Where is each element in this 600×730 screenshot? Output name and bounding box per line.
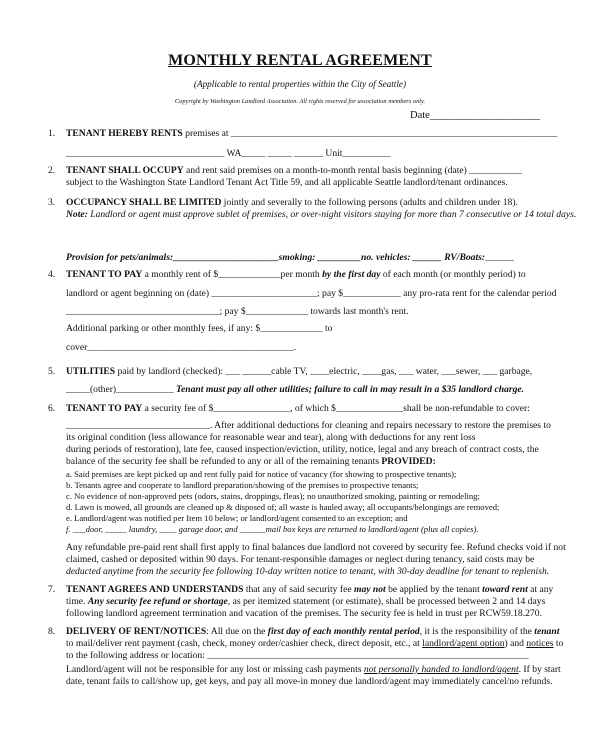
- section-4-line-1: TENANT TO PAY a monthly rent of $_____________per month by the first day of each month (or monthly period) to: [66, 269, 526, 280]
- section-8-line-4: Landlord/agent will not be responsible for any lost or missing cash payments not personally handed to landlord/agent. If by start: [66, 664, 561, 675]
- utility-checkboxes[interactable]: paid by landlord (checked): ___ ______cable TV, ____electric, ____gas, ___ water, ___sewer, ___ garbage,: [115, 366, 533, 377]
- refund-paragraph-line-1: Any refundable pre-paid rent shall first apply to final balances due landlord not covered by security fee. Refund checks void if not: [66, 542, 566, 553]
- section-number: 4.: [48, 269, 56, 280]
- section-8-line-2: to mail/deliver rent payment (cash, check, money order/cashier check, direct deposit, etc., at landlord/agent option) and notices to: [66, 638, 564, 649]
- section-number: 2.: [48, 165, 56, 176]
- section-heading: TENANT SHALL OCCUPY: [66, 165, 184, 176]
- other-utility-field[interactable]: _____(other)____________: [66, 384, 174, 395]
- section-7-line-1: TENANT AGREES AND UNDERSTANDS that any of said security fee may not be applied by the tenant toward rent at any: [66, 584, 554, 595]
- section-2-line-2: subject to the Washington State Landlord Tenant Act Title 59, and all applicable Seattle landlord/tenant ordinances.: [66, 177, 508, 188]
- section-number: 8.: [48, 626, 56, 637]
- section-heading: TENANT TO PAY: [66, 269, 143, 280]
- section-number: 1.: [48, 128, 56, 139]
- section-6-line-1: [66, 403, 530, 415]
- section-5-line-2: _____(other)____________ Tenant must pay all other utilities; failure to call in may result in a $35 landlord charge.: [66, 384, 525, 395]
- section-heading: TENANT AGREES AND UNDERSTANDS: [66, 584, 244, 595]
- section-number: 3.: [48, 197, 56, 208]
- delivery-address-field[interactable]: to the following address or location: ___________________________________________________________________: [66, 650, 529, 661]
- section-6-line-2[interactable]: ______________________________. After additional deductions for cleaning and repairs necessary to restore the premises to: [66, 420, 551, 431]
- provision-item: c. No evidence of non-approved pets (odors, stains, droppings, fleas); no unauthorized smoking, painting or remodeling;: [66, 491, 480, 501]
- section-6-line-3: its original condition (less allowance for reasonable wear and tear), along with deductions for any rent loss: [66, 432, 476, 443]
- section-number: 7.: [48, 584, 56, 595]
- section-5-line-1: [66, 366, 532, 378]
- additional-fees-field[interactable]: Additional parking or other monthly fees, if any: $_____________ to: [66, 323, 333, 334]
- fees-cover-field[interactable]: cover___________________________________________.: [66, 342, 296, 353]
- provision-item-keys[interactable]: f. ___door, _____ laundry, ____ garage door, and ______mail box keys are returned to landlord/agent (plus all copies).: [66, 524, 479, 534]
- section-7-line-3: following landlord agreement termination and vacation of the premises. The security fee is held in trust per RCW59.18.270.: [66, 608, 542, 619]
- subtitle: (Applicable to rental properties within the City of Seattle): [193, 79, 407, 89]
- monthly-rent-field[interactable]: a monthly rent of $_____________per month: [142, 269, 323, 280]
- page-title: MONTHLY RENTAL AGREEMENT: [168, 52, 432, 69]
- date-field[interactable]: Date_____________________: [410, 110, 541, 121]
- section-1-line-1: [66, 128, 557, 140]
- provision-item: a. Said premises are kept picked up and rent fully paid for notice of vacancy (for showing to prospective tenants);: [66, 469, 457, 479]
- section-heading: TENANT HEREBY RENTS: [66, 128, 183, 139]
- provision-item: e. Landlord/agent was notified per Item 10 below; or landlord/agent consented to an exception; and: [66, 513, 408, 523]
- section-3-line-1: OCCUPANCY SHALL BE LIMITED jointly and severally to the following persons (adults and children under 18).: [66, 197, 518, 208]
- security-fee-field[interactable]: a security fee of $________________, of which $______________shall be non-refundable to cover:: [142, 403, 530, 414]
- section-4-line-2[interactable]: landlord or agent beginning on (date) ______________________; pay $____________ any pro-rata rent for the calendar period: [66, 288, 557, 299]
- section-number: 5.: [48, 366, 56, 377]
- section-heading: DELIVERY OF RENT/NOTICES: [66, 626, 207, 637]
- section-heading: OCCUPANCY SHALL BE LIMITED: [66, 197, 222, 208]
- section-8-line-5: date, tenant fails to call/show up, get keys, and pay all move-in money due landlord/agent may immediately cancel/no refunds.: [66, 676, 553, 687]
- pets-line[interactable]: Provision for pets/animals:______________________smoking: _________no. vehicles: ______ RV/Boats:______: [66, 252, 514, 263]
- provision-item: d. Lawn is mowed, all grounds are cleaned up & disposed of; all waste is hauled away; all occupants/belongings are removed;: [66, 502, 500, 512]
- start-date-field[interactable]: and rent said premises on a month-to-month rental basis beginning (date) ___________: [183, 165, 523, 176]
- section-1-line-2[interactable]: _________________________________ WA_____ _____ ______ Unit__________: [66, 148, 391, 159]
- section-number: 6.: [48, 403, 56, 414]
- section-2-line-1: [66, 165, 522, 177]
- section-8-line-1: DELIVERY OF RENT/NOTICES: All due on the first day of each monthly rental period, it is the responsibility of the tenant: [66, 626, 560, 637]
- refund-paragraph-line-2: claimed, cashed or deposited within 90 days. For tenant-responsible damages or neglect during tenancy, said costs may be: [66, 554, 535, 565]
- premises-address-field[interactable]: premises at ____________________________________________________________________: [182, 128, 558, 139]
- refund-paragraph-line-3: deducted anytime from the security fee following 10-day written notice to tenant, with 30-day deadline for tenant to replenish.: [66, 566, 550, 577]
- copyright-line: Copyright by Washington Landlord Association. All rights reserved for association members only.: [174, 98, 426, 105]
- provision-item: b. Tenants agree and cooperate to landlord preparation/showing of the premises to prospective tenants;: [66, 480, 419, 490]
- section-6-line-4: during periods of restoration), late fee, caused inspection/eviction, utility, notice, legal and any breach of contract costs, the: [66, 444, 539, 455]
- section-3-note: Note: Landlord or agent must approve sublet of premises, or over-night visitors staying for more than 7 consecutive or 14 total days.: [66, 209, 577, 220]
- section-4-line-3[interactable]: ________________________________; pay $_____________ towards last month's rent.: [66, 306, 409, 317]
- section-7-line-2: time. Any security fee refund or shortage, as per itemized statement (or estimate), shall be processed between 2 and 14 days: [66, 596, 546, 607]
- section-heading: UTILITIES: [66, 366, 116, 377]
- section-6-line-5: balance of the security fee shall be refunded to any or all of the remaining tenants PROVIDED:: [66, 456, 436, 467]
- section-heading: TENANT TO PAY: [66, 403, 143, 414]
